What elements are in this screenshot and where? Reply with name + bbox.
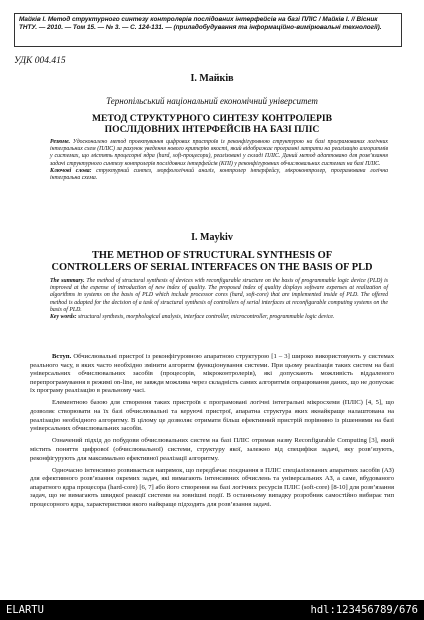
title-en-line2: CONTROLLERS OF SERIAL INTERFACES ON THE BASIS OF PLD [51, 262, 373, 273]
body-paragraph-1-text: Обчислювальні пристрої із реконфігуровною апаратною структурою [1 – 3] широко використовують у системах реального часу, в яких часто необхідно змінити алгоритм функціонування системи. При цьому реалізація таких систем на базі універсальних обчислювальних засобів (процесорів, мікроконтролерів), які допускають можливість віддаленого перепрограмування в режимі on-line, не завжди можлива через складність самих алгоритмів опрацювання даних, що не допускає їх програму реалізацію в реальному часі. [30, 353, 394, 395]
abstract-uk-label: Резюме. [50, 139, 71, 145]
body-text [30, 353, 394, 513]
intro-heading: Вступ. [52, 353, 72, 360]
title-uk-line1: МЕТОД СТРУКТУРНОГО СИНТЕЗУ КОНТРОЛЕРІВ [91, 113, 332, 124]
summary-en-text: The method of structural synthesis of devices with reconfigurable structure on the basis of programmable logic device (PLD) is improved at the expense of introduction of new index of quality. The proposed index of quality displays software expenses at realization of algorithms in systems on the basis of PLD which include processor cores (hard, soft-core) that are implemented inside of PLD. The offered method is adapted for the decision of a task of structural synthesis of controllers of serial interfaces at reconfigurable computing systems on the basis of PLD. [50, 278, 389, 313]
citation-text: Майків І. Метод структурного синтезу контролерів послідовних інтерфейсів на базі ПЛІС / Майків І. // Вісник ТНТУ. — 2010. — Том 15. — № 3. — С. 124-131. — (приладобудування та інформаційно-вимірювальні технології). [19, 16, 382, 31]
abstract-uk [50, 139, 388, 182]
title-en-line1: THE METHOD OF STRUCTURAL SYNTHESIS OF [91, 250, 333, 261]
citation-box [14, 13, 402, 47]
title-uk-line2: ПОСЛІДОВНИХ ІНТЕРФЕЙСІВ НА БАЗІ ПЛІС [104, 124, 320, 135]
keywords-en-label: Key words: [50, 314, 77, 321]
keywords-uk-label: Ключові слова: [50, 167, 92, 174]
abstract-uk-text: Удосконалено метод проектування цифрових пристроїв із реконфігуровною структурою на базі програмованих логічних інтегральних схем (ПЛІС) за рахунок уведення нового критерію якості, який відображає програмні затрати на реалізацію алгоритмів у системах, що містять процесорні ядра (hard, soft-процесори), реалізовані у складі ПЛІС. Даний метод адаптовано для розв’язання задачі структурного синтезу контролерів послідовних інтерфейсів (КПІ) у реконфігуровних обчислювальних системах на базі ПЛІС. [50, 139, 388, 167]
author-en: I. Maykiv [191, 232, 233, 243]
handle-id: hdl:123456789/676 [310, 604, 418, 616]
keywords-en-text: structural synthesis, morphological analysis, interface controller, microcontroller, programmable logic device. [78, 314, 335, 321]
body-paragraph-4: Одночасно інтенсивно розвивається напрямок, що передбачає поєднання в ПЛІС спеціалізованих апаратних засобів (АЗ) для ефективного розв’язання окремих задач, які вимагають інтенсивних обчислень та універсальних АЗ, а саме, вбудованого апаратного ядра процесора (hard-core) [6, 7] або його створення на базі логічних ресурсів ПЛІС (soft-core) [8-10] для розв’язання задач, що не вимагають швидкої реакції системи на зовнішні події. В останньому випадку розробник самостійно вибирає тип процесорного ядра, характеристики якого найкраще підходять для розв’язання задачі. [30, 466, 394, 508]
affiliation: Тернопільський національний економічний університет [106, 96, 318, 106]
summary-en [50, 278, 388, 321]
body-paragraph-1 [30, 353, 394, 396]
summary-en-label: The summary. [50, 278, 85, 284]
repository-name: ELARTU [6, 604, 44, 616]
repository-footer [0, 600, 424, 620]
udk-code: УДК 004.415 [14, 56, 66, 66]
body-paragraph-3: Означений підхід до побудови обчислювальних систем на базі ПЛІС отримав назву Reconfigurable Computing [3], який містить поняття цифрової (обчислювальної) системи, структуру якої, залежно від специфіки задачі, яку розв’язують, реконфігурують для максимально ефективної реалізації алгоритму. [30, 437, 394, 462]
body-paragraph-2: Елементною базою для створення таких пристроїв є програмовані логічні інтегральні мікросхеми (ПЛІС) [4, 5], що дозволяє створювати на їх базі обчислювальні та керуючі пристрої, апаратна структура яких якнайкраще налаштована на реалізацію необхідного алгоритму. В цілому це дозволяє отримати більш ефективний пристрій порівняно із рішеннями на базі універсальних обчислювальних засобів. [30, 399, 394, 433]
keywords-uk-text: структурний синтез, морфологічний аналіз, контролер інтерфейсу, мікроконтролер, програмована логічна інтегральна схема. [50, 167, 389, 182]
author-uk: І. Майків [190, 73, 234, 84]
title-en [14, 250, 410, 274]
title-uk [14, 113, 410, 135]
